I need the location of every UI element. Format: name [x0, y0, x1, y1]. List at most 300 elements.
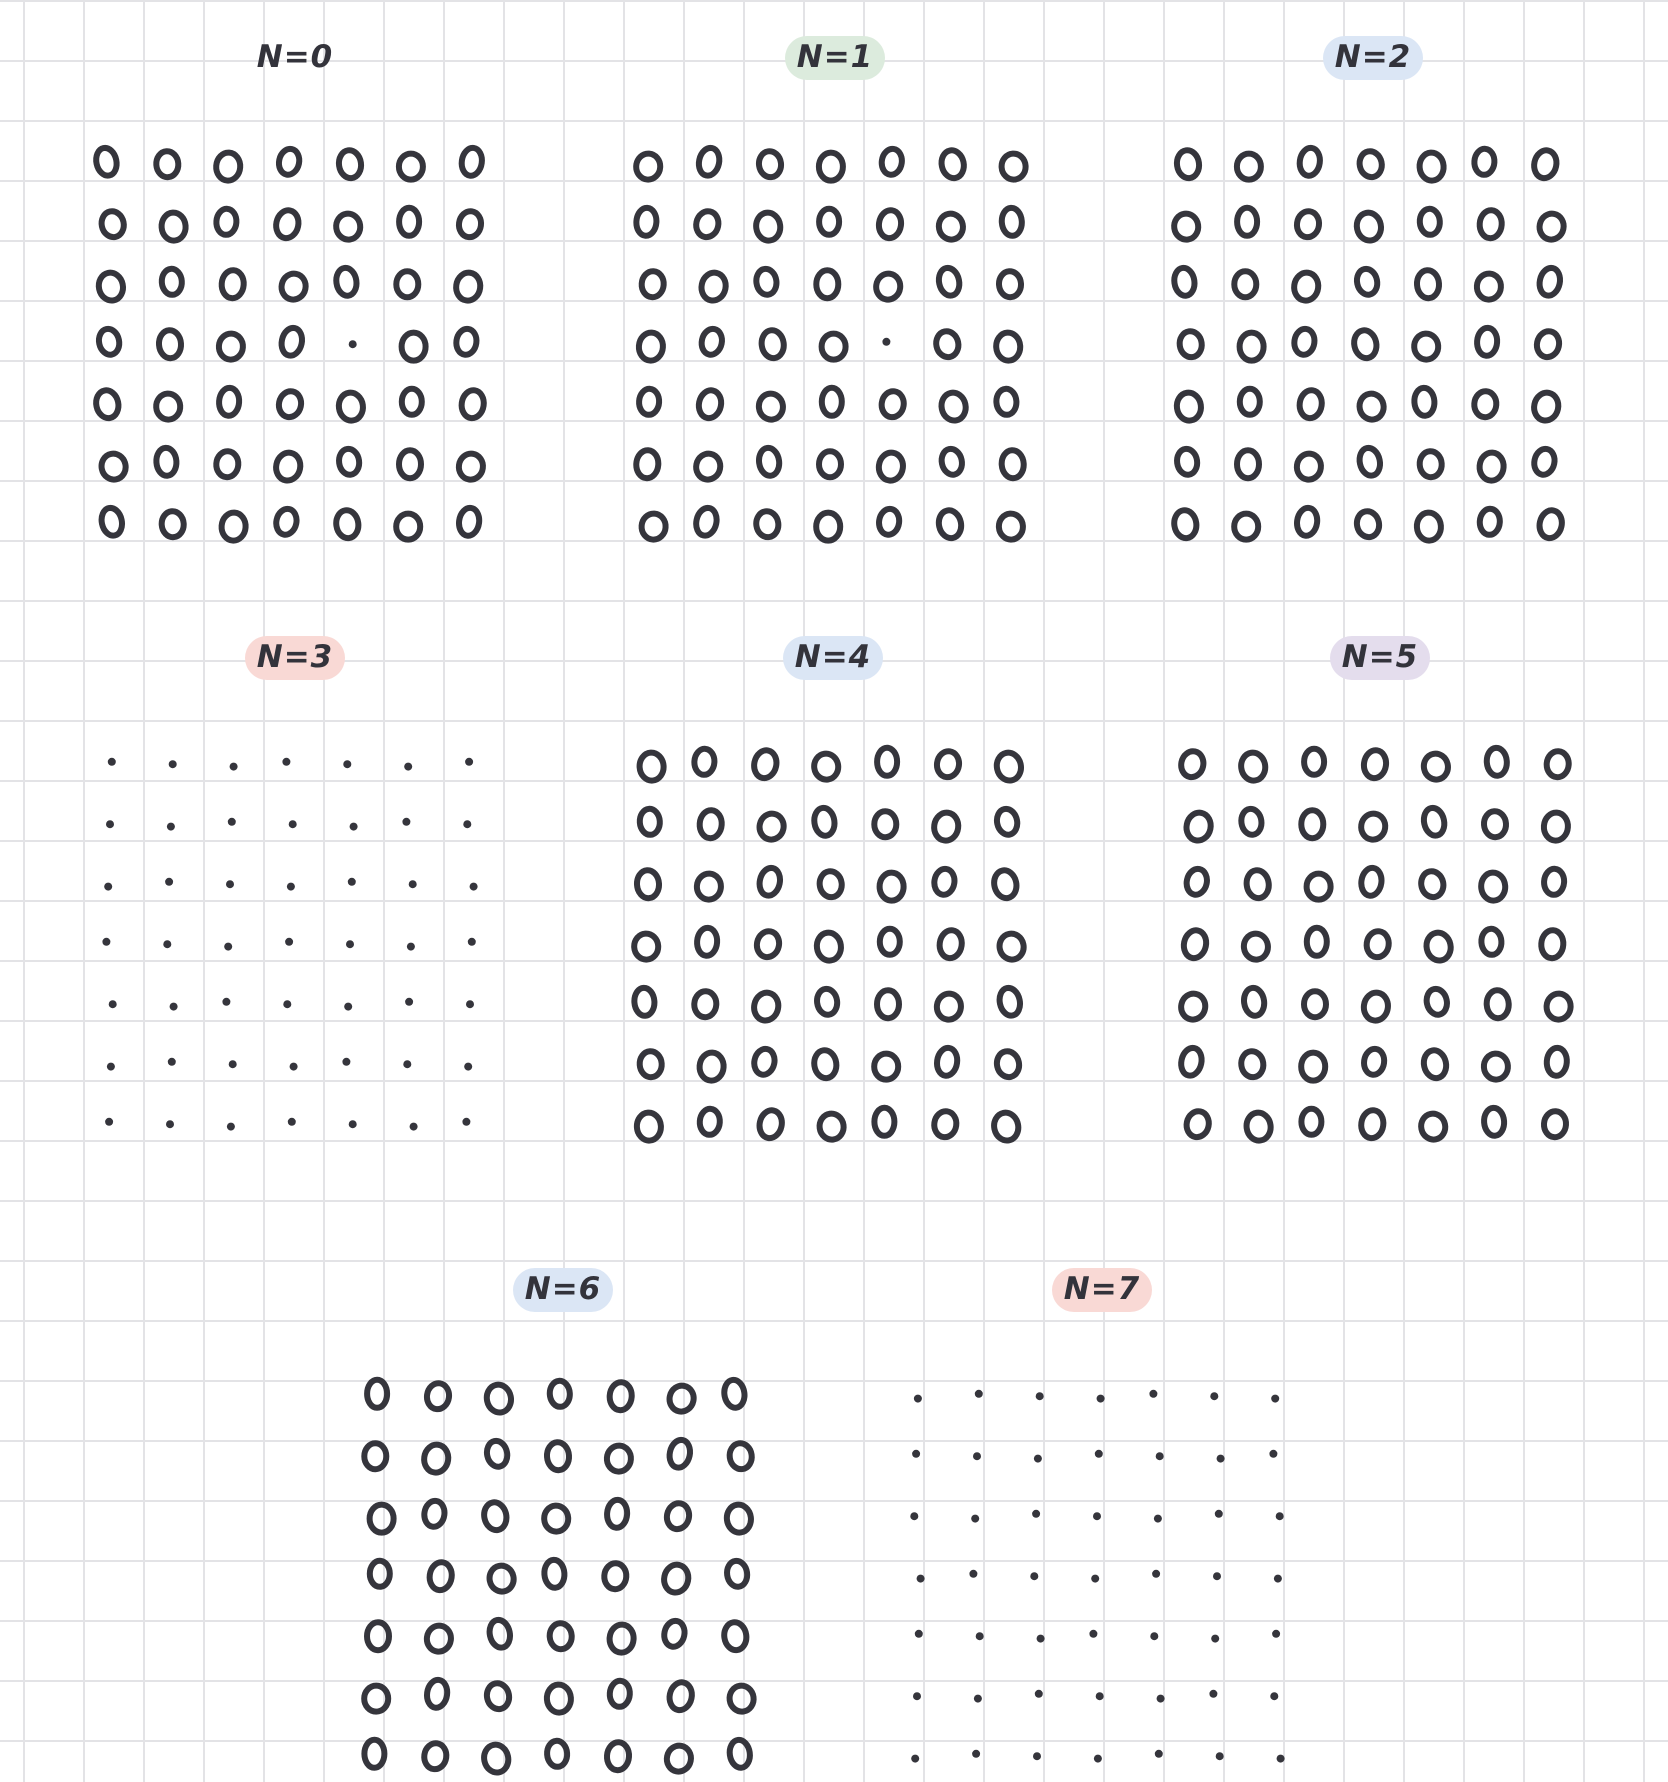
zero-cell: [1362, 991, 1390, 1022]
zero-cell: [1476, 273, 1502, 301]
zero-cell: [460, 147, 484, 178]
empty-cell-dot: [1157, 1695, 1165, 1703]
zero-cell: [1355, 509, 1382, 539]
zero-cell: [635, 153, 661, 181]
empty-cell-dot: [409, 880, 417, 888]
zero-cell: [728, 1442, 753, 1471]
zero-cell: [760, 329, 786, 360]
empty-cell-dot: [976, 1632, 984, 1640]
empty-cell-dot: [402, 818, 410, 826]
empty-cell-dot: [405, 998, 413, 1006]
panel-label: N=0: [256, 39, 334, 75]
zero-cell: [1234, 514, 1258, 540]
zero-cell: [696, 146, 721, 178]
empty-cell-dot: [1089, 1630, 1097, 1638]
empty-cell-dot: [222, 998, 230, 1006]
zero-cell: [1239, 751, 1267, 782]
zero-cell: [1240, 1050, 1265, 1079]
zero-cell: [1237, 154, 1261, 180]
zero-cell: [216, 208, 238, 235]
empty-cell-dot: [410, 1123, 418, 1131]
empty-cell-dot: [972, 1750, 980, 1758]
zero-cell: [757, 1108, 784, 1140]
zero-cell: [725, 1503, 753, 1534]
panel-label: N=1: [785, 36, 886, 80]
zero-cell: [423, 1500, 446, 1529]
zero-cell: [1535, 329, 1562, 359]
zero-cell: [813, 752, 840, 781]
zero-cell: [1483, 810, 1507, 837]
empty-cell-dot: [917, 1575, 925, 1583]
zero-cell: [606, 1445, 632, 1473]
zero-cell: [935, 750, 960, 779]
empty-cell-dot: [468, 938, 476, 946]
panel-label: N=5: [1330, 636, 1431, 680]
empty-cell-dot: [1269, 1450, 1277, 1458]
panel-label-wrap: [65, 636, 525, 680]
zero-cell: [1543, 1110, 1567, 1137]
zero-cell: [633, 987, 655, 1016]
zero-cell: [94, 388, 121, 420]
zero-cell: [1421, 806, 1446, 838]
zero-cell: [662, 1562, 691, 1594]
zero-cell: [757, 150, 782, 179]
panel-n4: [603, 620, 1063, 1120]
zero-cell: [1179, 749, 1206, 779]
zero-cell: [1413, 333, 1439, 361]
empty-cell-dot: [1035, 1690, 1043, 1698]
zero-cell: [662, 1619, 687, 1649]
zero-cell: [812, 1049, 838, 1080]
empty-cell-dot: [1036, 1392, 1044, 1400]
zero-cell: [757, 392, 784, 421]
zero-cell: [1486, 989, 1510, 1018]
zero-cell: [543, 1559, 565, 1588]
empty-cell-dot: [882, 338, 890, 346]
panel-label: N=2: [1323, 36, 1424, 80]
zero-cell: [215, 450, 239, 477]
zero-cell: [725, 1560, 748, 1589]
zero-cell: [641, 270, 665, 297]
empty-cell-dot: [108, 758, 116, 766]
zero-cell: [161, 212, 187, 242]
zero-cell: [1421, 1048, 1448, 1080]
zero-cell: [487, 1618, 512, 1650]
zero-cell: [699, 1052, 725, 1082]
zero-cell: [337, 391, 365, 422]
empty-cell-dot: [346, 940, 354, 948]
zero-cell: [1184, 810, 1213, 842]
zero-cell: [1419, 869, 1446, 899]
zero-cell: [699, 327, 724, 357]
zero-cell: [1175, 391, 1203, 422]
empty-cell-dot: [1274, 1575, 1282, 1583]
zero-cell: [99, 451, 128, 481]
zero-cell: [934, 329, 961, 359]
empty-cell-dot: [1093, 1512, 1101, 1520]
empty-cell-dot: [1095, 1450, 1103, 1458]
empty-cell-dot: [1211, 1635, 1219, 1643]
zero-cell: [757, 866, 782, 898]
zero-cell: [880, 929, 900, 955]
empty-cell-dot: [344, 1003, 352, 1011]
zero-cell: [935, 992, 962, 1021]
zero-cell: [1362, 749, 1388, 780]
empty-cell-dot: [1277, 1755, 1285, 1763]
cell-grid: [603, 720, 1063, 1140]
zero-cell: [334, 509, 360, 540]
zero-cell: [549, 1380, 571, 1407]
zero-cell: [546, 1441, 570, 1470]
zero-cell: [1301, 810, 1323, 838]
empty-cell-dot: [165, 878, 173, 886]
zero-cell: [822, 388, 842, 416]
zero-cell: [1480, 872, 1506, 902]
empty-cell-dot: [167, 823, 175, 831]
empty-cell-dot: [974, 1695, 982, 1703]
zero-cell: [425, 1624, 452, 1653]
zero-cell: [936, 266, 961, 298]
zero-cell: [396, 514, 420, 540]
zero-cell: [335, 267, 359, 298]
zero-cell: [880, 873, 904, 901]
zero-cell: [639, 1050, 663, 1077]
cell-grid: [65, 720, 525, 1140]
zero-cell: [723, 1379, 747, 1410]
empty-cell-dot: [463, 820, 471, 828]
panel-n1: [605, 20, 1065, 520]
zero-cell: [932, 811, 960, 842]
zero-cell: [938, 929, 964, 960]
empty-cell-dot: [288, 1118, 296, 1126]
empty-cell-dot: [910, 1512, 918, 1520]
zero-cell: [485, 1681, 512, 1711]
zero-cell: [1481, 928, 1503, 955]
zero-cell: [696, 388, 723, 420]
empty-cell-dot: [1037, 1635, 1045, 1643]
empty-cell-dot: [290, 1063, 298, 1071]
zero-cell: [603, 1562, 627, 1589]
zero-cell: [1179, 991, 1208, 1021]
zero-cell: [757, 811, 786, 841]
zero-cell: [1540, 929, 1564, 958]
zero-cell: [880, 390, 905, 419]
zero-cell: [816, 513, 840, 541]
panel-label: N=6: [513, 1268, 614, 1312]
zero-cell: [639, 752, 665, 782]
zero-cell: [754, 211, 782, 242]
zero-cell: [457, 507, 481, 538]
empty-cell-dot: [912, 1450, 920, 1458]
zero-cell: [279, 326, 304, 358]
panel-label: N=7: [1052, 1268, 1153, 1312]
empty-cell-dot: [464, 1063, 472, 1071]
zero-cell: [638, 388, 660, 415]
zero-cell: [1416, 512, 1442, 542]
zero-cell: [694, 451, 723, 481]
zero-cell: [1424, 987, 1449, 1017]
empty-cell-dot: [170, 1003, 178, 1011]
empty-cell-dot: [462, 1118, 470, 1126]
zero-cell: [1184, 1109, 1211, 1139]
zero-cell: [995, 807, 1020, 837]
zero-cell: [1357, 149, 1384, 179]
zero-cell: [819, 209, 839, 235]
empty-cell-dot: [407, 943, 415, 951]
zero-cell: [1486, 747, 1508, 776]
zero-cell: [933, 1110, 958, 1139]
empty-cell-dot: [227, 1123, 235, 1131]
zero-cell: [667, 1680, 694, 1712]
zero-cell: [1532, 390, 1561, 422]
zero-cell: [428, 1561, 454, 1592]
zero-cell: [1307, 928, 1327, 956]
empty-cell-dot: [349, 340, 357, 348]
zero-cell: [1175, 149, 1201, 180]
zero-cell: [460, 389, 486, 420]
zero-cell: [221, 269, 245, 298]
zero-cell: [939, 390, 968, 422]
zero-cell: [995, 332, 1021, 362]
empty-cell-dot: [1270, 1692, 1278, 1700]
zero-cell: [1357, 391, 1386, 421]
zero-cell: [487, 1563, 516, 1593]
empty-cell-dot: [1149, 1390, 1157, 1398]
zero-cell: [1360, 867, 1384, 898]
zero-cell: [635, 449, 659, 478]
empty-cell-dot: [106, 820, 114, 828]
zero-cell: [1237, 208, 1257, 236]
zero-cell: [752, 990, 781, 1022]
zero-cell: [877, 990, 899, 1018]
zero-cell: [1419, 208, 1441, 235]
zero-cell: [1479, 508, 1501, 535]
panel-label: N=4: [783, 636, 884, 680]
zero-cell: [994, 750, 1023, 782]
zero-cell: [455, 328, 478, 357]
empty-cell-dot: [1213, 1572, 1221, 1580]
zero-cell: [1240, 333, 1264, 361]
empty-cell-dot: [1034, 1455, 1042, 1463]
zero-cell: [543, 1505, 569, 1533]
empty-cell-dot: [1097, 1395, 1105, 1403]
zero-cell: [1295, 507, 1319, 538]
zero-cell: [816, 270, 838, 298]
zero-cell: [155, 393, 181, 421]
empty-cell-dot: [1150, 1632, 1158, 1640]
zero-cell: [694, 748, 716, 775]
zero-cell: [277, 147, 302, 177]
zero-cell: [1234, 271, 1256, 297]
zero-cell: [99, 506, 124, 538]
zero-cell: [699, 270, 728, 302]
zero-cell: [1483, 1107, 1505, 1136]
zero-cell: [1479, 452, 1505, 482]
zero-cell: [752, 1047, 777, 1077]
empty-cell-dot: [1217, 1455, 1225, 1463]
zero-cell: [1532, 148, 1559, 180]
zero-cell: [1476, 327, 1498, 356]
zero-cell: [279, 271, 308, 301]
zero-cell: [1245, 869, 1271, 900]
empty-cell-dot: [289, 820, 297, 828]
zero-cell: [877, 748, 897, 776]
zero-cell: [274, 208, 301, 240]
zero-cell: [97, 327, 122, 357]
zero-cell: [422, 1443, 450, 1474]
panel-n5: [1150, 620, 1610, 1120]
empty-cell-dot: [971, 1515, 979, 1523]
zero-cell: [1360, 812, 1387, 841]
zero-cell: [699, 1108, 721, 1135]
zero-cell: [96, 270, 125, 302]
zero-cell: [364, 1686, 388, 1712]
empty-cell-dot: [1156, 1452, 1164, 1460]
zero-cell: [370, 1561, 390, 1587]
empty-cell-dot: [1209, 1690, 1217, 1698]
zero-cell: [998, 513, 1024, 541]
zero-cell: [757, 447, 781, 478]
zero-cell: [636, 1112, 662, 1142]
zero-cell: [877, 508, 900, 537]
zero-cell: [1537, 266, 1562, 298]
zero-cell: [1295, 452, 1322, 481]
cell-grid: [605, 120, 1065, 540]
panel-label-wrap: [65, 36, 525, 80]
empty-cell-dot: [1271, 1395, 1279, 1403]
panel-label-wrap: [1143, 36, 1603, 80]
zero-cell: [696, 873, 722, 901]
zero-cell: [1546, 993, 1572, 1021]
zero-cell: [635, 207, 657, 236]
empty-cell-dot: [229, 1060, 237, 1068]
zero-cell: [1295, 210, 1320, 239]
zero-cell: [1307, 874, 1331, 900]
zero-cell: [1240, 389, 1260, 415]
zero-cell: [277, 389, 304, 419]
zero-cell: [936, 508, 963, 540]
zero-cell: [1237, 450, 1259, 478]
zero-cell: [99, 209, 126, 239]
zero-cell: [1301, 1109, 1321, 1135]
empty-cell-dot: [1155, 1750, 1163, 1758]
empty-cell-dot: [1215, 1510, 1223, 1518]
zero-cell: [1474, 148, 1496, 175]
zero-cell: [399, 208, 419, 236]
zero-cell: [694, 506, 719, 538]
empty-cell-dot: [224, 943, 232, 951]
zero-cell: [877, 451, 905, 482]
zero-cell: [1543, 868, 1565, 895]
zero-cell: [1359, 1109, 1385, 1140]
zero-cell: [638, 332, 664, 362]
zero-cell: [274, 507, 299, 537]
zero-cell: [996, 388, 1018, 415]
empty-cell-dot: [1216, 1752, 1224, 1760]
zero-cell: [880, 148, 903, 177]
zero-cell: [819, 153, 843, 181]
zero-cell: [606, 1499, 628, 1528]
zero-cell: [1357, 446, 1382, 478]
zero-cell: [874, 1054, 898, 1080]
zero-cell: [549, 1622, 573, 1649]
zero-cell: [1419, 450, 1443, 477]
empty-cell-dot: [166, 1120, 174, 1128]
zero-cell: [694, 209, 721, 239]
zero-cell: [667, 1438, 692, 1470]
zero-cell: [633, 933, 659, 961]
zero-cell: [367, 1622, 389, 1650]
zero-cell: [482, 1742, 511, 1774]
zero-cell: [1479, 209, 1503, 238]
zero-cell: [939, 447, 964, 477]
zero-cell: [641, 513, 667, 541]
zero-cell: [818, 870, 843, 899]
zero-cell: [1175, 448, 1198, 477]
zero-cell: [1355, 267, 1380, 297]
zero-cell: [1537, 211, 1566, 241]
zero-cell: [402, 333, 426, 361]
zero-cell: [818, 1112, 845, 1141]
empty-cell-dot: [1096, 1692, 1104, 1700]
zero-cell: [728, 1739, 752, 1770]
zero-cell: [819, 451, 841, 477]
zero-cell: [364, 1443, 386, 1469]
empty-cell-dot: [913, 1692, 921, 1700]
empty-cell-dot: [105, 1118, 113, 1126]
zero-cell: [1352, 328, 1379, 360]
zero-cell: [425, 1382, 450, 1411]
zero-cell: [693, 990, 717, 1017]
zero-cell: [485, 1439, 510, 1469]
zero-cell: [755, 929, 782, 959]
zero-cell: [699, 809, 723, 838]
zero-cell: [997, 931, 1026, 961]
zero-cell: [1245, 1111, 1273, 1142]
zero-cell: [933, 868, 956, 897]
empty-cell-dot: [163, 940, 171, 948]
zero-cell: [274, 450, 303, 482]
zero-cell: [1483, 1053, 1509, 1081]
zero-cell: [1242, 987, 1266, 1018]
zero-cell: [1419, 152, 1445, 182]
zero-cell: [939, 148, 966, 180]
zero-cell: [155, 150, 179, 177]
empty-cell-dot: [348, 878, 356, 886]
zero-cell: [364, 1740, 384, 1768]
zero-cell: [992, 868, 1019, 900]
zero-cell: [755, 268, 778, 297]
panel-label-wrap: [333, 1268, 793, 1312]
zero-cell: [218, 387, 240, 416]
zero-cell: [1304, 991, 1326, 1017]
empty-cell-dot: [403, 1060, 411, 1068]
empty-cell-dot: [107, 1063, 115, 1071]
zero-cell: [1546, 750, 1570, 777]
zero-cell: [367, 1380, 387, 1408]
zero-cell: [161, 268, 183, 295]
zero-cell: [1354, 210, 1383, 242]
zero-cell: [1543, 812, 1569, 842]
zero-cell: [546, 1684, 572, 1714]
zero-cell: [1172, 509, 1198, 540]
zero-cell: [457, 210, 482, 239]
zero-cell: [609, 1680, 631, 1707]
zero-cell: [215, 152, 241, 182]
zero-cell: [755, 510, 780, 539]
zero-cell: [337, 448, 360, 477]
zero-cell: [399, 154, 423, 180]
